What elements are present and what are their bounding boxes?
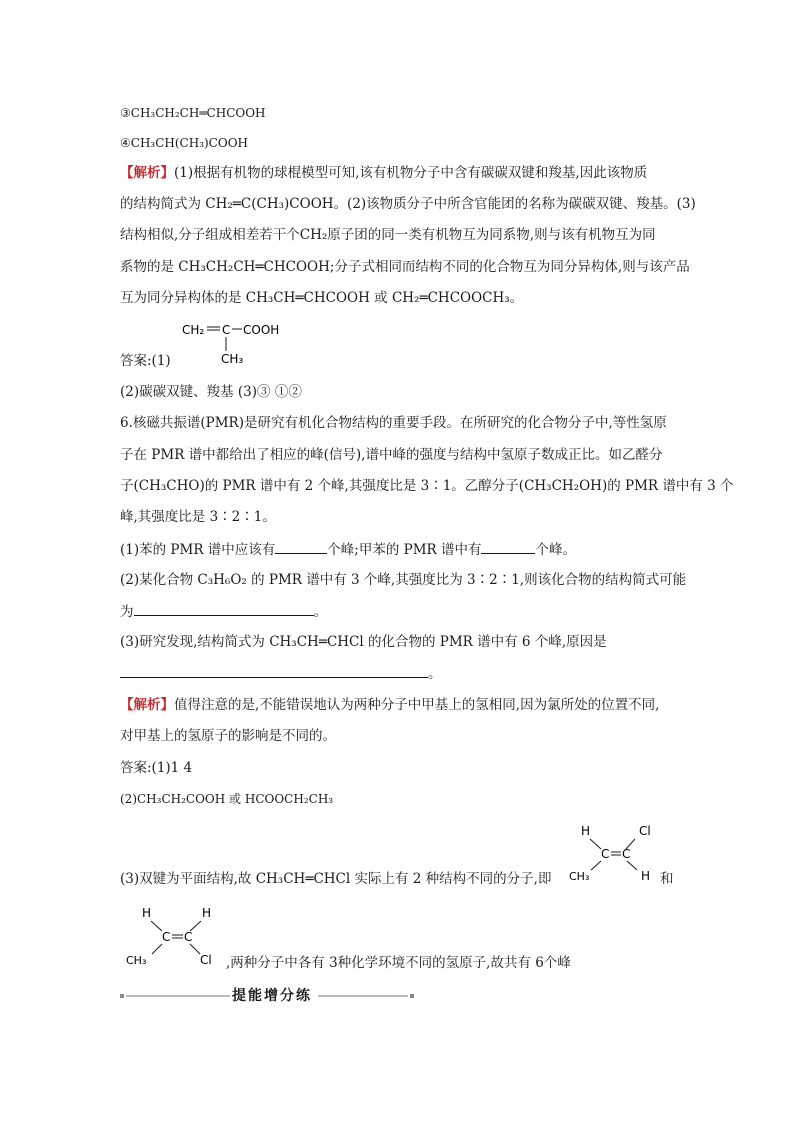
question-6-line-4: 峰,其强度比是 3∶2∶1。 (120, 509, 276, 525)
question-6-part-1 (120, 540, 576, 559)
question-6-part-3-line-1: (3)研究发现,结构简式为 CH₃CH═CHCl 的化合物的 PMR 谱中有 6 个峰,原因是 (120, 634, 607, 650)
cis-h-left: H (142, 906, 152, 920)
cis-chloropropene-structure (120, 900, 224, 972)
struct-cooh: COOH (243, 323, 280, 337)
struct-ch3: CH₃ (221, 352, 244, 366)
trans-ch3: CH₃ (569, 870, 590, 883)
answer-2-and: 和 (660, 871, 674, 887)
analysis-1-line-3: 结构相似,分子组成相差若干个CH₂原子团的同一类有机物互为同系物,则与该有机物互为同 (120, 227, 656, 243)
answer-2-part-2: (2)CH₃CH₂COOH 或 HCOOCH₂CH₃ (120, 792, 334, 806)
question-6-line-3: 子(CH₃CHO)的 PMR 谱中有 2 个峰,其强度比是 3∶1。乙醇分子(CH₃CH₂OH)的 PMR 谱中有 3 个 (120, 478, 734, 494)
divider-line-right (318, 995, 408, 997)
option-3: ③CH₃CH₂CH═CHCOOH (120, 106, 266, 120)
answer-blank-structure[interactable] (134, 602, 314, 616)
divider-line-left (126, 995, 230, 997)
q6-3-text-b: 。 (428, 666, 442, 682)
analysis-1-line-1 (120, 164, 647, 182)
q6-1-text-a: (1)苯的 PMR 谱中应该有 (120, 542, 276, 558)
struct-c: C (222, 323, 231, 337)
methacrylic-acid-structure (176, 318, 296, 366)
analysis-1-line-4: 系物的是 CH₃CH₂CH═CHCOOH;分子式相同而结构不同的化合物互为同分异构体,则与该产品 (120, 259, 690, 275)
struct-ch2: CH₂ (182, 323, 205, 337)
bond-c-ch3 (152, 944, 162, 954)
trans-c2: C (622, 847, 631, 861)
answer-2-part-3-line-2: ,两种分子中各有 3种化学环境不同的氢原子,故共有 6个峰 (226, 955, 571, 971)
question-6-part-2-line-2 (120, 602, 327, 621)
bond-h-c (590, 839, 601, 849)
trans-cl-top: Cl (639, 824, 651, 838)
bond-h-c-left (151, 921, 162, 931)
cis-c1: C (162, 930, 171, 944)
question-6-line-1: 6.核磁共振谱(PMR)是研究有机化合物结构的重要手段。在所研究的化合物分子中,等性氢原 (120, 415, 667, 431)
option-4: ④CH₃CH(CH₃)COOH (120, 136, 249, 150)
divider-dot-right (410, 994, 414, 998)
answer-1-label: 答案:(1) (120, 353, 171, 369)
divider-dot-left (120, 994, 124, 998)
bond-c-h (627, 861, 637, 870)
cis-ch3: CH₃ (126, 954, 147, 967)
analysis-2-line-1 (120, 696, 659, 714)
question-6-line-2: 子在 PMR 谱中都给出了相应的峰(信号),谱中峰的强度与结构中氢原子数成正比。如乙醛分 (120, 447, 663, 463)
section-title: 提能增分练 (232, 988, 312, 1004)
q6-2-text-c: 。 (313, 604, 327, 620)
analysis-text: 值得注意的是,不能错误地认为两种分子中甲基上的氢相同,因为氯所处的位置不同, (174, 697, 660, 713)
question-6-part-3-line-2 (120, 664, 442, 683)
answer-2-part-1: 答案:(1)1 4 (120, 760, 193, 776)
answer-1-part-2: (2)碳碳双键、羧基 (3)③ ①② (120, 384, 302, 400)
analysis-tag: 【解析】 (120, 697, 174, 713)
trans-h-bottom: H (641, 869, 651, 883)
answer-2-part-3-line-1: (3)双键为平面结构,故 CH₃CH═CHCl 实际上有 2 种结构不同的分子,即 (120, 871, 552, 887)
answer-blank-reason[interactable] (120, 664, 428, 678)
answer-blank-toluene[interactable] (481, 540, 535, 554)
analysis-2-line-2: 对甲基上的氢原子的影响是不同的。 (120, 728, 336, 744)
analysis-text: (1)根据有机物的球棍模型可知,该有机物分子中含有碳碳双键和羧基,因此该物质 (174, 165, 648, 181)
analysis-tag: 【解析】 (120, 165, 174, 181)
question-6-part-2-line-1: (2)某化合物 C₃H₆O₂ 的 PMR 谱中有 3 个峰,其强度比为 3∶2∶1,则该化合物的结构简式可能 (120, 572, 687, 588)
bond-c-ch3 (591, 861, 601, 870)
cis-c2: C (184, 930, 193, 944)
bond-c-cl (190, 944, 200, 954)
cis-h-right: H (202, 906, 212, 920)
trans-h-top: H (581, 824, 591, 838)
q6-2-text-b: 为 (120, 604, 134, 620)
trans-c1: C (601, 847, 610, 861)
answer-blank-benzene[interactable] (275, 540, 327, 554)
analysis-1-line-5: 互为同分异构体的是 CH₃CH═CHCOOH 或 CH₂═CHCOOCH₃。 (120, 290, 524, 306)
trans-chloropropene-structure (563, 820, 663, 890)
q6-1-text-c: 个峰。 (535, 542, 576, 558)
analysis-1-line-2: 的结构简式为 CH₂═C(CH₃)COOH。(2)该物质分子中所含官能团的名称为碳碳双键、羧基。(3) (120, 196, 696, 212)
section-divider (120, 986, 416, 1006)
cis-cl: Cl (200, 953, 212, 967)
q6-1-text-b: 个峰;甲苯的 PMR 谱中有 (327, 542, 482, 558)
